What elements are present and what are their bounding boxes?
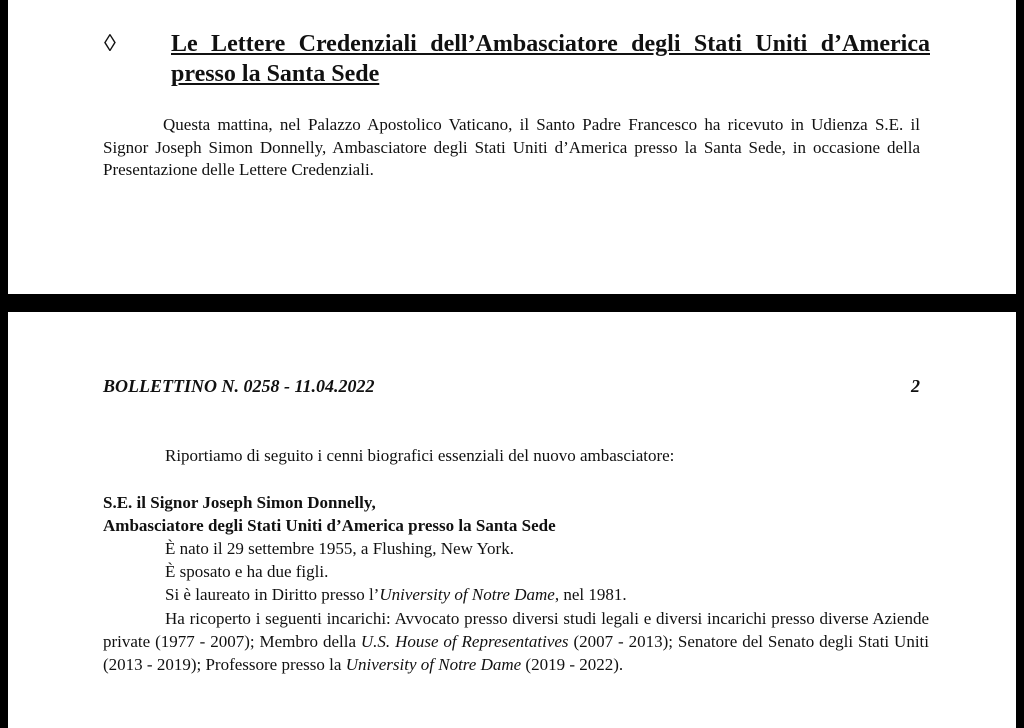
bio-family: È sposato e ha due figli. — [165, 562, 329, 581]
article-title-text: Le Lettere Credenziali dell’Ambasciatore degli Stati Uniti d’America presso la Santa Sede — [171, 31, 930, 87]
bio-career-part-3: (2019 - 2022). — [521, 655, 624, 674]
bio-education-prefix: Si è laureato in Diritto presso l’ — [165, 585, 380, 604]
article-title — [104, 29, 930, 89]
document-page-2 — [8, 312, 1016, 728]
ambassador-name: S.E. il Signor Joseph Simon Donnelly, — [103, 493, 376, 512]
bio-career — [103, 607, 929, 676]
bio-education — [165, 584, 627, 606]
bio-career-part-1: Ha ricoperto i seguenti incarichi: Avvocato presso diversi studi legali e diversi incarichi presso diverse Aziende private (1977 - 2007); Membro della — [103, 609, 929, 651]
bio-education-university: University of Notre Dame — [379, 585, 555, 604]
diamond-bullet-icon: ◊ — [104, 31, 116, 57]
page-number: 2 — [911, 376, 920, 396]
ambassador-role: Ambasciatore degli Stati Uniti d’America presso la Santa Sede — [103, 516, 556, 535]
bio-career-house: U.S. House of Representatives — [360, 632, 569, 651]
bulletin-header: BOLLETTINO N. 0258 - 11.04.2022 — [103, 376, 375, 396]
bio-birth: È nato il 29 settembre 1955, a Flushing, New York. — [165, 539, 514, 558]
bio-career-part-2: (2007 - 2013); Senatore del Senato degli Stati Uniti (2013 - 2019); Professore presso la — [103, 632, 930, 674]
bio-education-suffix: , nel 1981. — [554, 585, 627, 604]
bio-intro-paragraph: Riportiamo di seguito i cenni biografici essenziali del nuovo ambasciatore: — [165, 446, 675, 465]
bio-career-university: University of Notre Dame — [345, 655, 522, 674]
intro-paragraph: Questa mattina, nel Palazzo Apostolico Vaticano, il Santo Padre Francesco ha ricevuto in Udienza S.E. il Signor Joseph Simon Donnelly, Ambasciatore degli Stati Uniti d’America presso la Santa Sede, in occasione della Presentazione delle Lettere Credenziali. — [103, 115, 920, 179]
document-page-1 — [8, 0, 1016, 294]
